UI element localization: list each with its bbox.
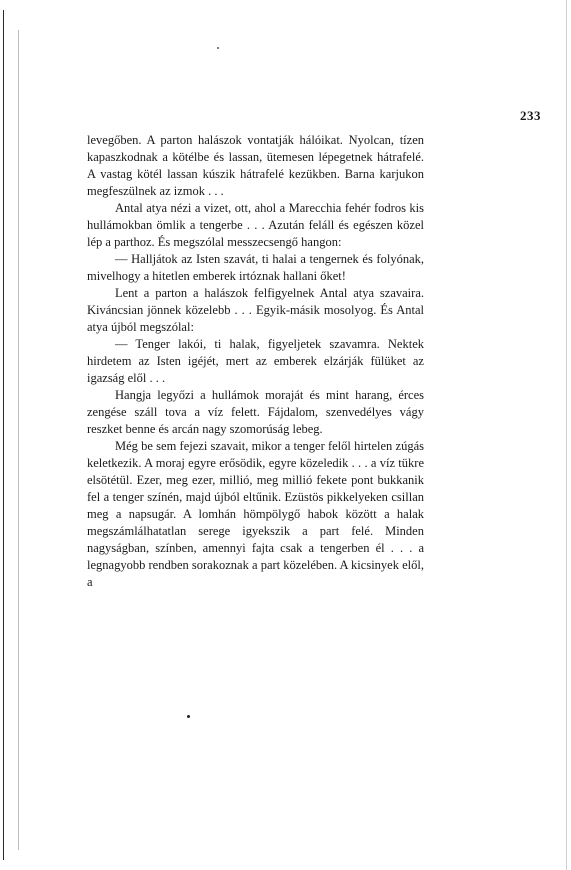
page-number: 233 (520, 108, 541, 123)
paragraph: — Halljátok az Isten szavát, ti halai a tengernek és folyónak, mivelhogy a hitetlen emberek irtóznak hallani őket! (87, 252, 424, 283)
paragraph: Antal atya nézi a vizet, ott, ahol a Marecchia fehér fodros kis hullámokban ömlik a tengerbe . . . Azután feláll és egészen közel lép a parthoz. És megszólal messzecsengő hangon: (87, 201, 424, 249)
paragraph: Lent a parton a halászok felfigyelnek Antal atya szavaira. Kiváncsian jönnek közelebb . . . Egyik-másik mosolyog. És Antal atya újból megszólal: (87, 286, 424, 334)
paragraph: — Tenger lakói, ti halak, figyeljetek szavamra. Nektek hirdetem az Isten igéjét, mert az emberek elzárják fülüket az igazság elől . . . (87, 337, 424, 385)
paragraph: Hangja legyőzi a hullámok moraját és mint harang, érces zengése száll tova a víz felett. Fájdalom, szenvedélyes vágy reszket benne és arcán nagy szomorúság lebeg. (87, 388, 424, 436)
page-edge-left (3, 10, 4, 860)
paragraph: Még be sem fejezi szavait, mikor a tenger felől hirtelen zúgás keletkezik. A moraj egyre erősödik, egyre közeledik . . . a víz tükre elsötétül. Ezer, meg ezer, millió, meg millió fekete pont bukkanik fel a tenger színén, majd újból eltűnik. Ezüstös pikkelyeken csillan meg a napsugár. A lomhán hömpölygő habok között a halak megszámlálhatatlan serege igyekszik a part felé. Minden nagyságban, színben, amennyi fajta csak a tengerben él . . . a legnagyobb rendben sorakoznak a part közelében. A kicsinyek elől, a (87, 439, 424, 589)
speck-mark (187, 715, 190, 718)
paragraph: levegőben. A parton halászok vontatják hálóikat. Nyolcan, tízen kapaszkodnak a kötélbe és lassan, ütemesen lépegetnek hátrafelé. A vastag kötél lassan kúszik hátrafelé kezükben. Barna karjukon megfeszülnek az izmok . . . (87, 133, 424, 198)
body-text (87, 132, 424, 591)
page-edge-shadow (18, 30, 19, 850)
page-edge-right (566, 0, 567, 870)
speck-mark (217, 47, 219, 49)
